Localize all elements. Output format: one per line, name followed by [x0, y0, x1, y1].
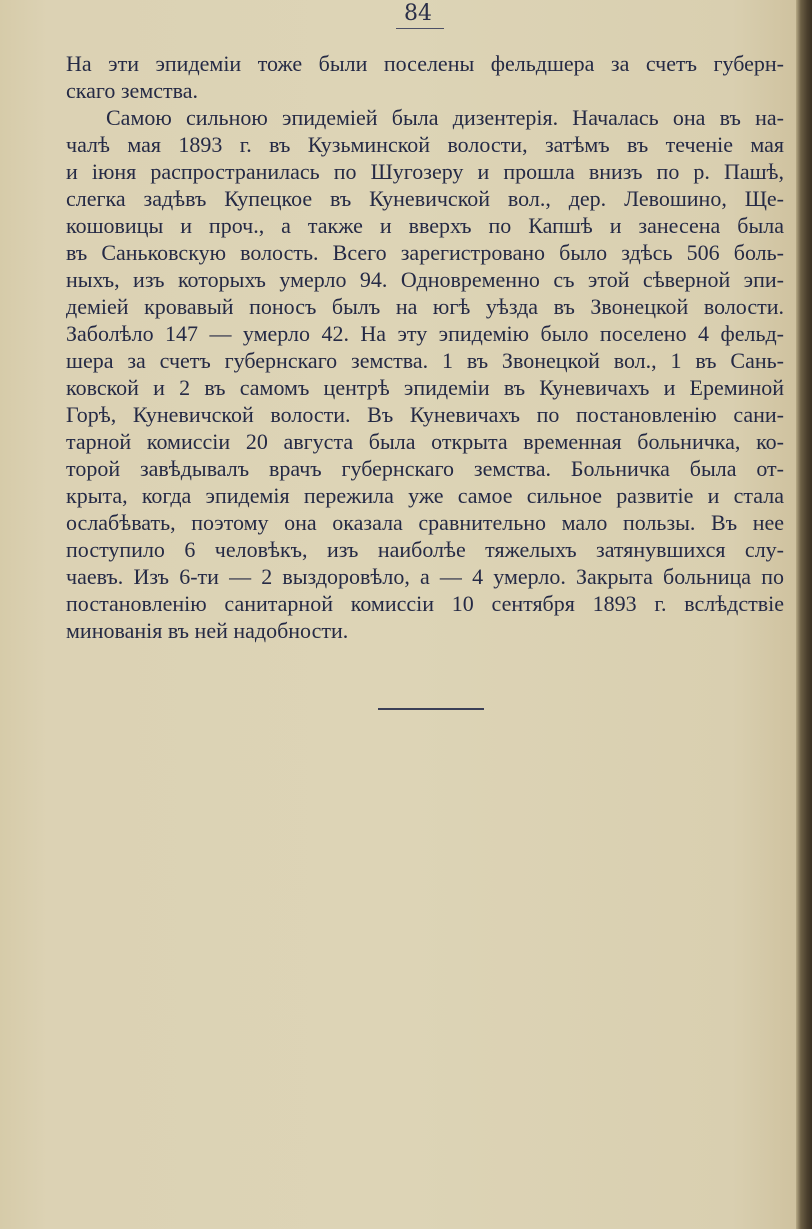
text-line: чаевъ. Изъ 6-ти — 2 выздоровѣло, а — 4 умерло. Закрыта больница по [66, 564, 784, 589]
text-line: Заболѣло 147 — умерло 42. На эту эпидемію было поселено 4 фельд- [66, 321, 784, 346]
text-line: слегка задѣвъ Купецкое въ Куневичской вол., дер. Левошино, Ще- [66, 186, 784, 211]
text-line: скаго земства. [66, 78, 198, 103]
text-line: кошовицы и проч., а также и вверхъ по Капшѣ и занесена была [66, 213, 784, 238]
text-line: въ Саньковскую волость. Всего зарегистровано было здѣсь 506 боль- [66, 240, 784, 265]
text-line: ныхъ, изъ которыхъ умерло 94. Одновременно съ этой сѣверной эпи- [66, 267, 784, 292]
text-line: минованія въ ней надобности. [66, 618, 349, 643]
text-line: Горѣ, Куневичской волости. Въ Куневичахъ по постановленію сани- [66, 402, 784, 427]
text-line: постановленію санитарной комиссіи 10 сентября 1893 г. вслѣдствіе [66, 591, 784, 616]
text-line: поступило 6 человѣкъ, изъ наиболѣе тяжелыхъ затянувшихся слу- [66, 537, 784, 562]
text-line: Самою сильною эпидеміей была дизентерія. Началась она въ на- [106, 105, 784, 130]
text-line: и іюня распространилась по Шугозеру и прошла внизъ по р. Пашѣ, [66, 159, 784, 184]
page-number-rule [396, 28, 444, 29]
text-line: На эти эпидеміи тоже были поселены фельдшера за счетъ губерн- [66, 51, 784, 76]
text-line: крыта, когда эпидемія пережила уже самое сильное развитіе и стала [66, 483, 784, 508]
text-line: шера за счетъ губернскаго земства. 1 въ Звонецкой вол., 1 въ Сань- [66, 348, 784, 373]
body-text [66, 50, 784, 644]
paragraph-2 [66, 104, 784, 644]
text-line: деміей кровавый поносъ былъ на югѣ уѣзда въ Звонецкой волости. [66, 294, 784, 319]
paragraph-1 [66, 50, 784, 104]
text-line: торой завѣдывалъ врачъ губернскаго земства. Больничка была от- [66, 456, 784, 481]
text-line: тарной комиссіи 20 августа была открыта временная больничка, ко- [66, 429, 784, 454]
page-edge-shadow [796, 0, 812, 1229]
section-end-rule [378, 708, 484, 710]
text-line: ковской и 2 въ самомъ центрѣ эпидеміи въ Куневичахъ и Ереминой [66, 375, 784, 400]
text-line: ослабѣвать, поэтому она оказала сравнительно мало пользы. Въ нее [66, 510, 784, 535]
text-line: чалѣ мая 1893 г. въ Кузьминской волости, затѣмъ въ теченіе мая [66, 132, 784, 157]
page-number: 84 [404, 1, 432, 26]
